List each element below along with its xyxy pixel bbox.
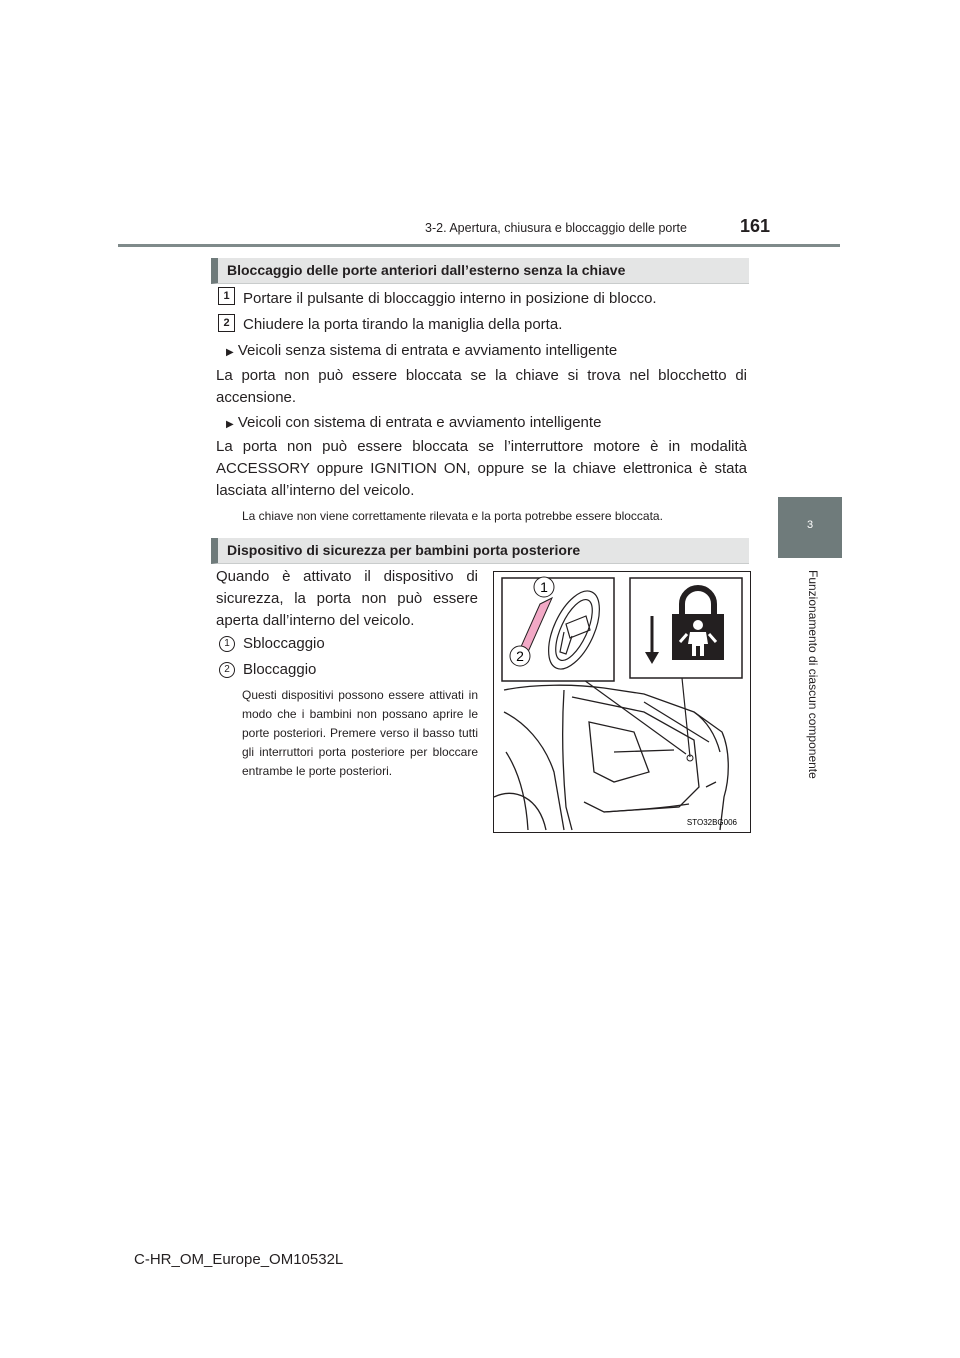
header-section-title: 3-2. Apertura, chiusura e bloccaggio delle porte: [425, 221, 687, 235]
item-label: Bloccaggio: [243, 661, 317, 678]
case-description: La porta non può essere bloccata se l’interruttore motore è in modalità ACCESSORY oppure IGNITION ON, oppure se la chiave elettronica è stata lasciata all’interno del veicolo.: [216, 438, 747, 499]
case-label-text: Veicoli con sistema di entrata e avviamento intelligente: [237, 414, 602, 431]
intro-text: Quando è attivato il dispositivo di sicurezza, la porta non può essere aperta dall’interno del veicolo.: [216, 568, 478, 629]
callout-number: 1: [219, 636, 235, 652]
step-number-box: 1: [218, 287, 235, 305]
step-text: Portare il pulsante di bloccaggio interno in posizione di blocco.: [243, 290, 657, 307]
note-text: Questi dispositivi possono essere attivati in modo che i bambini non possano aprire le porte posteriori. Premere verso il basso tutti gli interruttori porta posteriore per bloccare entrambe le porte posteriori.: [242, 688, 478, 778]
section-heading-text: Bloccaggio delle porte anteriori dall’esterno senza la chiave: [227, 262, 626, 278]
page-number: 161: [740, 216, 771, 236]
triangle-bullet-icon: ▶: [226, 347, 234, 358]
section-heading-text: Dispositivo di sicurezza per bambini porta posteriore: [227, 542, 581, 558]
figure-callout-1: 1: [540, 579, 548, 595]
step-text: Chiudere la porta tirando la maniglia della porta.: [243, 316, 563, 333]
step-number-box: 2: [218, 314, 235, 332]
section-heading-child-lock: [211, 538, 749, 564]
case-description: La porta non può essere bloccata se la chiave si trova nel blocchetto di accensione.: [216, 367, 747, 406]
chapter-tab: [778, 497, 842, 558]
triangle-bullet-icon: ▶: [226, 419, 234, 430]
child-lock-drawing: [494, 572, 750, 832]
item-label: Sbloccaggio: [243, 635, 325, 652]
case-label: [226, 340, 746, 364]
case-label: [226, 412, 746, 436]
case-label-text: Veicoli senza sistema di entrata e avviamento intelligente: [237, 342, 618, 359]
chapter-number: 3: [806, 519, 814, 531]
section-heading-front-doors: [211, 258, 749, 284]
callout-number: 2: [219, 662, 235, 678]
figure-callout-2: 2: [516, 648, 524, 664]
note-text: La chiave non viene correttamente rilevata e la porta potrebbe essere bloccata.: [242, 509, 663, 523]
header-divider: [118, 244, 840, 247]
figure-code: STO32BG006: [686, 818, 737, 827]
chapter-title: Funzionamento di ciascun componente: [806, 570, 820, 779]
document-id: C-HR_OM_Europe_OM10532L: [134, 1251, 344, 1268]
child-lock-illustration: [493, 571, 751, 833]
